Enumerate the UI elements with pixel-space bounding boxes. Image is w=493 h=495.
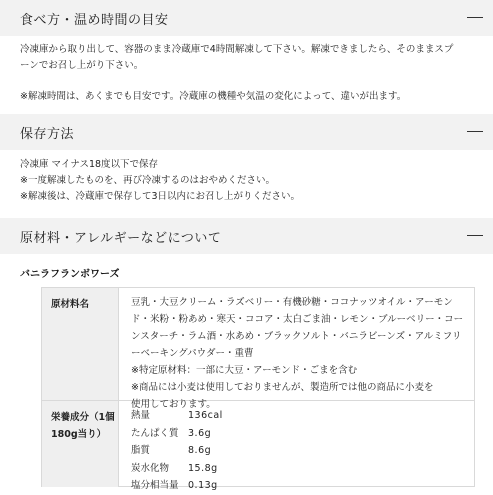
- ingredient-line: ンスターチ・ラム酒・水あめ・ブラックソルト・バニラビーンズ・アルミフリ: [131, 331, 462, 342]
- spec-row-ingredients: [42, 288, 474, 410]
- line-gap: [20, 74, 482, 89]
- ingredient-line: ド・米粉・粉あめ・寒天・ココア・太白ごま油・レモン・ブルーベリー・コー: [131, 314, 464, 325]
- nutrition-row: [131, 425, 464, 443]
- nutrition-row: [131, 477, 464, 495]
- spec-value: [119, 401, 474, 495]
- nutrition-row: [131, 442, 464, 460]
- nutrition-row: [131, 407, 464, 425]
- collapse-icon[interactable]: [467, 131, 483, 132]
- nutrition-name: 熱量: [131, 410, 151, 421]
- product-name: バニラフランボワーズ: [20, 269, 120, 280]
- accordion-header-ingredients[interactable]: [0, 218, 493, 254]
- body-text: ーンでお召し上がり下さい。: [20, 60, 144, 71]
- ingredient-line: ーベーキングパウダー・重曹: [131, 348, 254, 359]
- nutrition-value: 8.6g: [188, 445, 212, 456]
- accordion-header-storage[interactable]: [0, 114, 493, 150]
- spec-label: [42, 401, 119, 487]
- body-text: ※一度解凍したものを、再び冷凍するのはおやめください。: [20, 175, 275, 186]
- body-text: ※解凍時間は、あくまでも目安です。冷蔵庫の機種や気温の変化によって、違いが出ます。: [20, 91, 407, 102]
- ingredient-line: ※商品には小麦は使用しておりませんが、製造所では他の商品に小麦を: [131, 382, 434, 393]
- accordion-title: 食べ方・温め時間の目安: [20, 13, 169, 28]
- nutrition-value: 0.13g: [188, 480, 218, 491]
- spec-row-nutrition: [42, 401, 474, 491]
- nutrition-value: 15.8g: [188, 462, 218, 474]
- collapse-icon[interactable]: [467, 235, 483, 236]
- accordion-title: 保存方法: [20, 127, 75, 142]
- accordion-title: 原材料・アレルギーなどについて: [20, 231, 222, 246]
- nutrition-name: 塩分相当量: [131, 480, 179, 491]
- accordion-body-heating: [20, 42, 482, 105]
- ingredient-line: 使用しております。: [131, 399, 216, 410]
- ingredient-line: ※特定原材料：一部に大豆・アーモンド・ごまを含む: [131, 365, 358, 376]
- collapse-icon[interactable]: [467, 17, 483, 18]
- spec-table: [41, 287, 475, 491]
- spec-label-line: 180g当り）: [51, 429, 107, 440]
- body-text: 冷凍庫 マイナス18度以下で保存: [20, 159, 159, 170]
- spec-label-line: 栄養成分（1個: [51, 412, 115, 423]
- nutrition-value: 136cal: [188, 410, 223, 421]
- nutrition-row: [131, 460, 464, 478]
- nutrition-value: 3.6g: [188, 427, 212, 439]
- accordion-header-heating[interactable]: [0, 0, 493, 36]
- nutrition-name: たんぱく質: [131, 427, 179, 439]
- ingredient-line: 豆乳・大豆クリーム・ラズベリー・有機砂糖・ココナッツオイル・アーモン: [131, 297, 453, 308]
- nutrition-name: 炭水化物: [131, 462, 170, 474]
- body-text: 冷凍庫から取り出して、容器のまま冷蔵庫で4時間解凍して下さい。解凍できましたら、そのままスプ: [20, 44, 454, 55]
- spec-value: [119, 288, 474, 413]
- body-text: ※解凍後は、冷蔵庫で保存して3日以内にお召し上がりください。: [20, 191, 301, 202]
- spec-label: 原材料名: [42, 288, 119, 400]
- nutrition-name: 脂質: [131, 445, 151, 456]
- accordion-body-storage: [20, 157, 482, 205]
